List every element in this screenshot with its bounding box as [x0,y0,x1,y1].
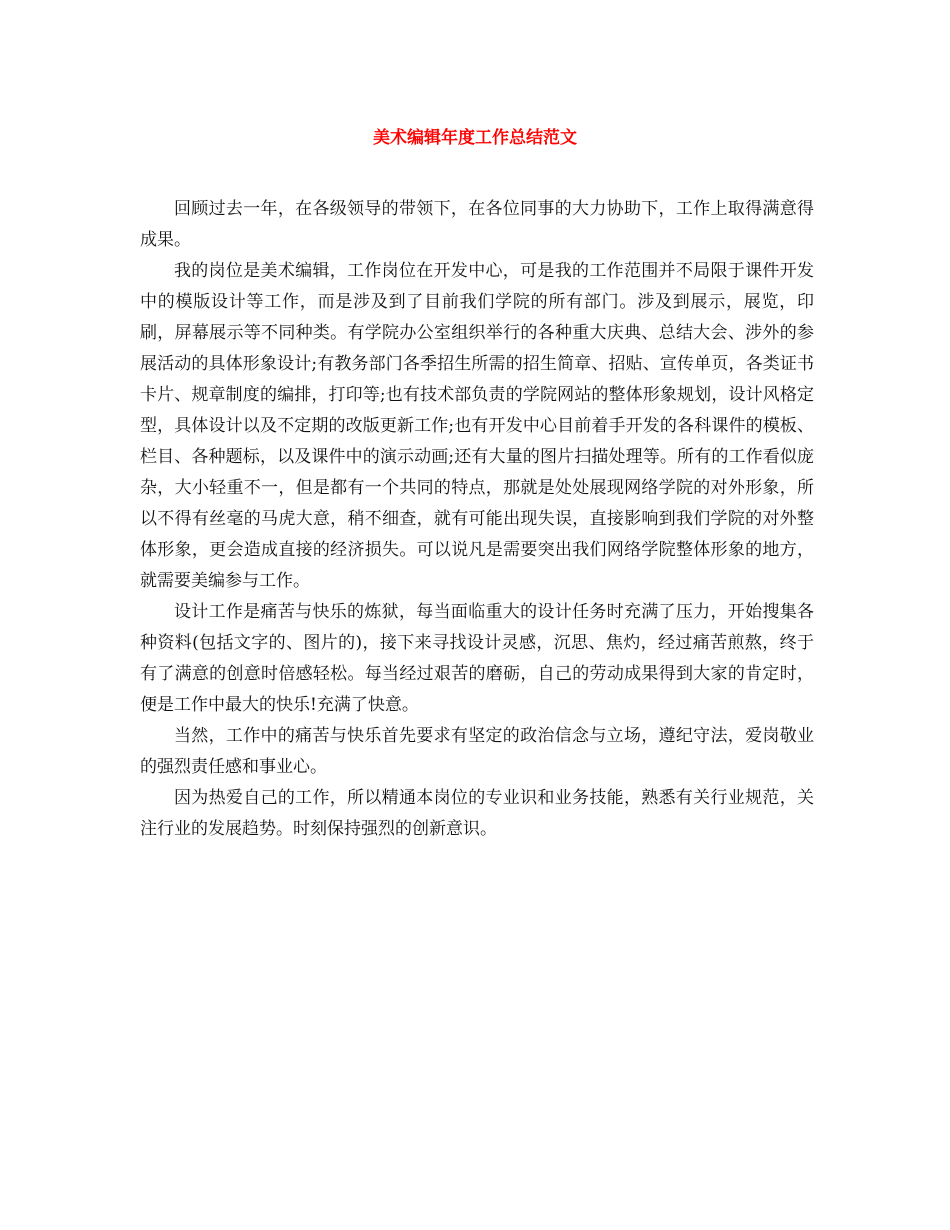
paragraph-3: 设计工作是痛苦与快乐的炼狱，每当面临重大的设计任务时充满了压力，开始搜集各种资料(包括文字的、图片的)，接下来寻找设计灵感，沉思、焦灼，经过痛苦煎熬，终于有了满意的创意时倍感轻松。每当经过艰苦的磨砺，自己的劳动成果得到大家的肯定时，便是工作中最大的快乐!充满了快意。 [140,602,814,715]
document-title: 美术编辑年度工作总结范文 [373,128,577,148]
paragraph-5: 因为热爱自己的工作，所以精通本岗位的专业识和业务技能，熟悉有关行业规范，关注行业的发展趋势。时刻保持强烈的创新意识。 [140,788,814,839]
paragraph-4: 当然，工作中的痛苦与快乐首先要求有坚定的政治信念与立场，遵纪守法，爱岗敬业的强烈责任感和事业心。 [140,726,814,777]
paragraph-2: 我的岗位是美术编辑，工作岗位在开发中心，可是我的工作范围并不局限于课件开发中的模版设计等工作，而是涉及到了目前我们学院的所有部门。涉及到展示，展览，印刷，屏幕展示等不同种类。有学院办公室组织举行的各种重大庆典、总结大会、涉外的参展活动的具体形象设计;有教务部门各季招生所需的招生简章、招贴、宣传单页，各类证书卡片、规章制度的编排，打印等;也有技术部负责的学院网站的整体形象规划，设计风格定型，具体设计以及不定期的改版更新工作;也有开发中心目前着手开发的各科课件的模板、栏目、各种题标，以及课件中的演示动画;还有大量的图片扫描处理等。所有的工作看似庞杂，大小轻重不一，但是都有一个共同的特点，那就是处处展现网络学院的对外形象，所以不得有丝毫的马虎大意，稍不细查，就有可能出现失误，直接影响到我们学院的对外整体形象，更会造成直接的经济损失。可以说凡是需要突出我们网络学院整体形象的地方，就需要美编参与工作。 [140,261,814,591]
paragraph-1: 回顾过去一年，在各级领导的带领下，在各位同事的大力协助下，工作上取得满意得成果。 [140,199,814,250]
document-body [140,194,814,845]
